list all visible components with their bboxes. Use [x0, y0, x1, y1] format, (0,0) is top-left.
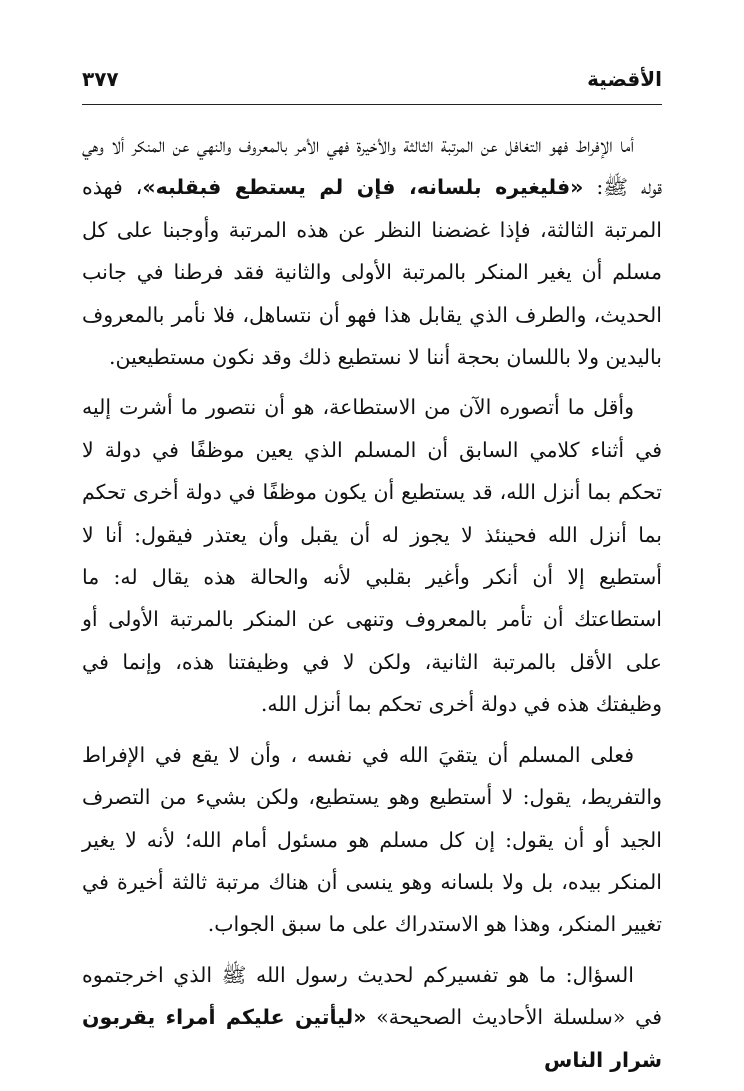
- header-divider: [82, 104, 662, 105]
- body-text: [82, 124, 662, 1089]
- question-text: السؤال: ما هو تفسيركم لحديث رسول الله ﷺ الذي اخرجتموه في «سلسلة الأحاديث الصحيحة»: [82, 962, 662, 1030]
- paragraph-1: [82, 124, 662, 378]
- page-header: [82, 62, 662, 98]
- paragraph-2: وأقل ما أتصوره الآن من الاستطاعة، هو أن نتصور ما أشرت إليه في أثناء كلامي السابق أن المسلم الذي يعين موظفًا في دولة لا تحكم بما أنزل الله، قد يستطيع أن يكون موظفًا في دولة أخرى تحكم بما أنزل الله فحينئذ لا يجوز له أن يقبل وأن يعتذر فيقول: أنا لا أستطيع إلا أن أنكر وأغير بقلبي لأنه والحالة هذه يقال له: ما استطاعتك أن تأمر بالمعروف وتنهى عن المنكر بالمرتبة الأولى أو على الأقل بالمرتبة الثانية، ولكن لا في وظيفتنا هذه، وإنما في وظيفتك هذه في دولة أخرى تحكم بما أنزل الله.: [82, 395, 662, 717]
- running-title: الأقضية: [587, 67, 662, 91]
- question-hadith-quote: «ليأتين عليكم أمراء يقربون شرار الناس: [82, 1005, 662, 1072]
- hadith-quote: «فليغيره بلسانه، فإن لم يستطع فبقلبه»: [142, 175, 584, 200]
- paragraph-1-text-end: ، فهذه المرتبة الثالثة، فإذا غضضنا النظر عن هذه المرتبة وأوجبنا على كل مسلم أن يغير المنكر بالمرتبة الأولى والثانية فقد فرطنا في جانب الحديث، والطرف الذي يقابل هذا فهو أن نتساهل، فلا نأمر بالمعروف باليدين ولا باللسان بحجة أننا لا نستطيع ذلك وقد نكون مستطيعين.: [82, 175, 662, 370]
- paragraph-1-text-start: أما الإفراط فهو التغافل عن المرتبة الثالثة والأخيرة فهي الأمر بالمعروف والنهي عن المنكر ألا وهي قوله ﷺ:: [82, 133, 662, 200]
- page-number: ٣٧٧: [82, 67, 119, 91]
- paragraph-3: فعلى المسلم أن يتقيَ الله في نفسه ، وأن لا يقع في الإفراط والتفريط، يقول: لا أستطيع وهو يستطيع، ولكن بشيء من التصرف الجيد أو أن يقول: إن كل مسلم هو مسئول أمام الله؛ لأنه لا يغير المنكر بيده، بل ولا بلسانه وهو ينسى أن هناك مرتبة ثالثة أخيرة في تغيير المنكر، وهذا هو الاستدراك على ما سبق الجواب.: [82, 742, 662, 937]
- question-paragraph: [82, 954, 662, 1081]
